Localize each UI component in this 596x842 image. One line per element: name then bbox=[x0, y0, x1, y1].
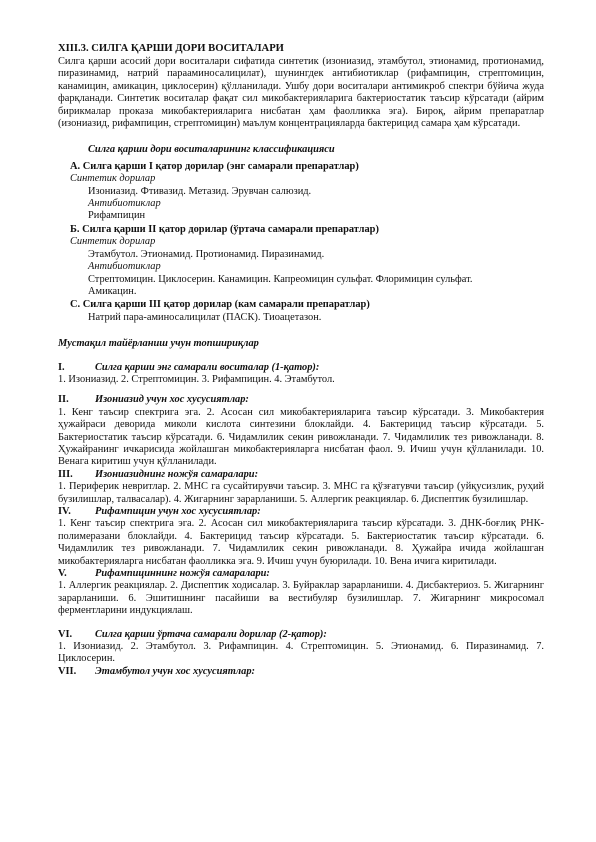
group-a-synthetic-label: Синтетик дорилар bbox=[70, 173, 156, 185]
task-section-title: Этамбутол учун хос хусусиятлар: bbox=[95, 665, 255, 677]
task-section-number: IV. bbox=[58, 506, 71, 517]
task-section-text: 1. Кенг таъсир спектрига эга. 2. Асосан сил микобактерияларига таъсир кўрсатади. 3. Микобактерия ҳужайраси деворида миколи кислота синтезини блоклайди. 4. Бактерицид таъсир кўрсатади. 5. Бактериостатик таъсир кўрсатади. 6. Чидамлилик секин ривожланади. 7. Чидамлилик тез ривожланади. 8. Ҳужайранинг ичкарисида жойлашган микобактерияларга нисбатан фаол. 9. Ичиш учун қўлланилади. 10. Венага киритиш учун қўлланилади. bbox=[58, 406, 544, 468]
task-section-heading bbox=[58, 568, 544, 580]
task-section-text: 1. Изониазид. 2. Этамбутол. 3. Рифампицин. 4. Стрептомицин. 5. Этионамид. 6. Пиразинамид. 7. Циклосерин. bbox=[58, 641, 544, 665]
document-page bbox=[58, 42, 544, 678]
task-section-number: II. bbox=[58, 394, 69, 406]
tasks-title: Мустақил тайёрланиш учун топшириқлар bbox=[58, 338, 259, 350]
task-section-number: VI. bbox=[58, 628, 73, 640]
task-section-title: Силга қарши ўртача самарали дорилар (2-қатор): bbox=[95, 628, 327, 640]
task-section-title: Силга қарши энг самарали воситалар (1-қатор): bbox=[95, 361, 320, 373]
task-section-heading bbox=[58, 629, 544, 641]
section-title: XIII.3. СИЛГА ҚАРШИ ДОРИ ВОСИТАЛАРИ bbox=[58, 43, 284, 54]
task-section-number: VII. bbox=[58, 665, 77, 677]
task-section-number: V. bbox=[58, 568, 67, 580]
classification-title: Силга қарши дори воситаларининг классификацияси bbox=[88, 144, 335, 156]
task-section-title: Рифампицин учун хос хусусиятлар: bbox=[95, 506, 261, 517]
task-section-title: Рифампициннинг ножўя самаралари: bbox=[95, 568, 270, 580]
task-section-title: Изониазид учун хос хусусиятлар: bbox=[95, 394, 249, 406]
group-a-antibiotics-drugs: Рифампицин bbox=[88, 210, 146, 222]
task-section-heading bbox=[58, 469, 544, 481]
group-b-synthetic-drugs: Этамбутол. Этионамид. Протионамид. Пиразинамид. bbox=[88, 248, 325, 260]
group-c-title: С. Силга қарши III қатор дорилар (кам самарали препаратлар) bbox=[70, 299, 370, 311]
group-b-antibiotics-drugs-1: Стрептомицин. Циклосерин. Канамицин. Капреомицин сульфат. Флоримицин сульфат. bbox=[88, 273, 473, 285]
task-section-text: 1. Кенг таъсир спектрига эга. 2. Асосан сил микобактерияларига таъсир кўрсатади. 3. ДНК-боғлиқ РНК-полимеразани блоклайди. 4. Бактерицид таъсир кўрсатади. 5. Бактериостатик таъсир кўрсатади. 6. Чидамлилик тез ривожланади. 7. Чидамлилик секин ривожланади. 8. Ҳужайра ичида жойлашган микобактерияларга нисбатан фаолликка эга. 9. Ичиш учун буюрилади. 10. Вена ичига киритилади. bbox=[58, 518, 544, 567]
group-a-title: А. Силга қарши I қатор дорилар (энг самарали препаратлар) bbox=[70, 160, 359, 172]
task-section-heading bbox=[58, 666, 544, 678]
intro-paragraph: Силга қарши асосий дори воситалари сифатида синтетик (изониазид, этамбутол, этионамид, протионамид, пиразинамид, натрий парааминосалицилат), шунингдек антибиотиклар (рифампицин, стрептомицин, канамицин, амикацин, циклосерин) қўлланилади. Ушбу дори воситалари антимикроб спектри бўйича жуда фарқланади. Синтетик воситалар фақат сил микобактерияларига бактериостатик таъсир кўрсатади (айрим бирикмалар проказа микобактерияларига нисбатан ҳам фаолликка эга). Бироқ, айрим препаратлар (изониазид, рифампицин, стрептомицин) маълум концентрацияларда бактерицид самара ҳам кўрсатади. bbox=[58, 56, 544, 130]
task-section-title: Изониазиднинг ножўя самаралари: bbox=[95, 468, 259, 480]
group-b-title: Б. Силга қарши II қатор дорилар (ўртача самарали препаратлар) bbox=[70, 223, 379, 235]
task-section-text: 1. Аллергик реакциялар. 2. Диспептик ходисалар. 3. Буйраклар зарарланиши. 4. Дисбактериоз. 5. Жигарнинг зарарланиши. 6. Эшитишнинг пасайиши ва вестибуляр бузилишлар. 7. Жигарнинг микросомал ферментларини индукциялаш. bbox=[58, 580, 544, 617]
group-c-drugs: Натрий пара-аминосалицилат (ПАСК). Тиоацетазон. bbox=[88, 311, 322, 323]
task-section-heading bbox=[58, 394, 544, 406]
group-b-synthetic-label: Синтетик дорилар bbox=[70, 236, 156, 248]
group-a-synthetic-drugs: Изониазид. Фтивазид. Метазид. Эрувчан салюзид. bbox=[88, 185, 312, 197]
group-a-antibiotics-label: Антибиотиклар bbox=[88, 198, 161, 210]
task-section-heading bbox=[58, 362, 544, 374]
task-section-number: III. bbox=[58, 468, 73, 480]
task-section-text: 1. Периферик невритлар. 2. МНС га сусайтирувчи таъсир. 3. МНС га қўзғатувчи таъсир (уйқусизлик, руҳий бузилишлар, талвасалар). 4. Жигарнинг зарарланиши. 5. Аллергик реакциялар. 6. Диспептик бузилишлар. bbox=[58, 481, 544, 505]
group-b-antibiotics-drugs-2: Амикацин. bbox=[88, 285, 137, 297]
group-b-antibiotics-label: Антибиотиклар bbox=[88, 261, 161, 273]
task-section-heading bbox=[58, 506, 544, 518]
task-section-number: I. bbox=[58, 361, 65, 373]
task-section-text: 1. Изониазид. 2. Стрептомицин. 3. Рифампицин. 4. Этамбутол. bbox=[58, 373, 335, 385]
